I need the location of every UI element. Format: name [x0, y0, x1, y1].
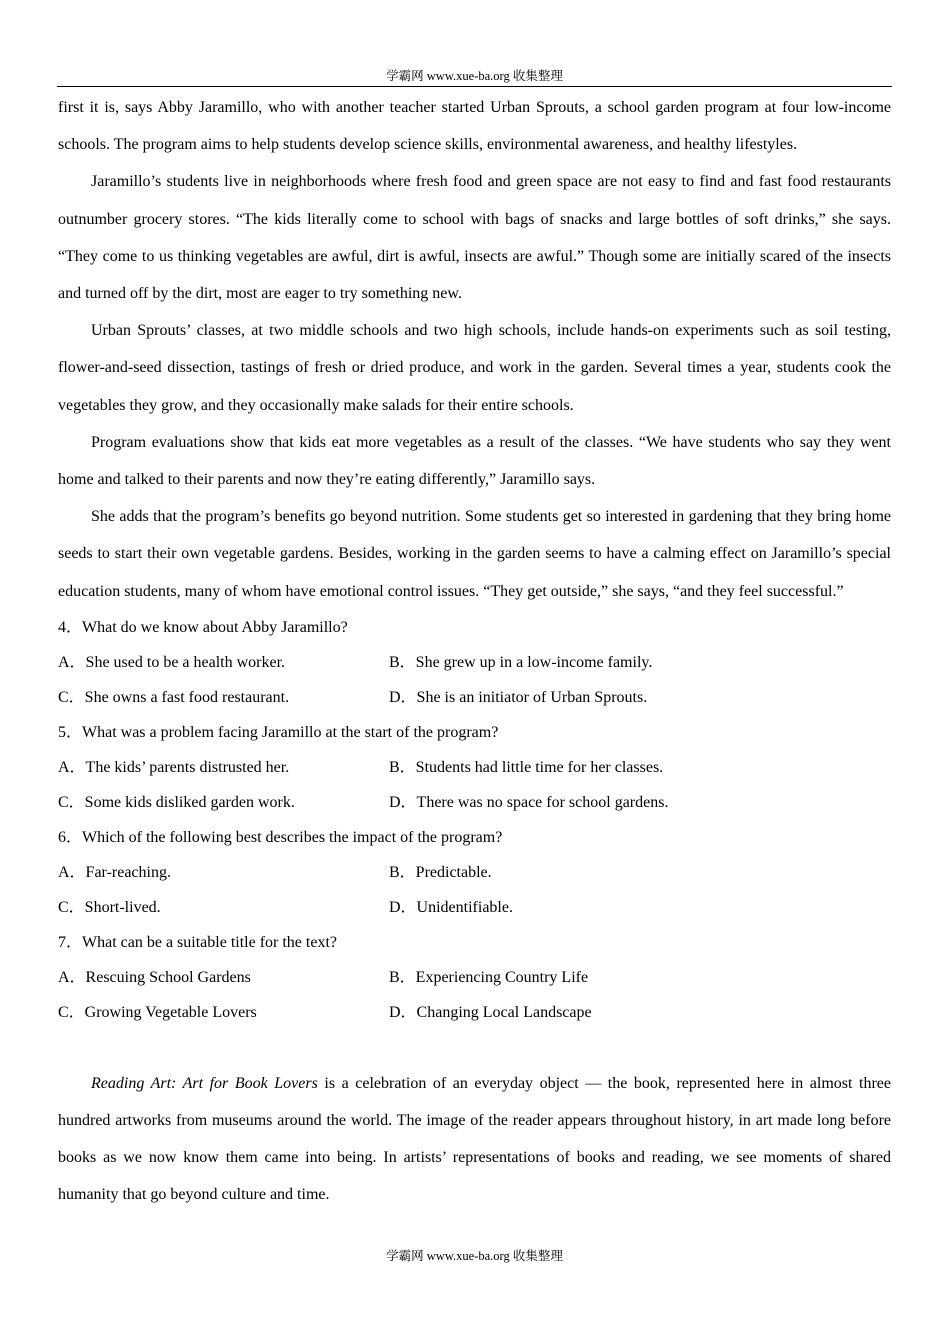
footer-text: 学霸网 www.xue-ba.org 收集整理	[386, 1249, 563, 1263]
book-title: Reading Art: Art for Book Lovers	[91, 1074, 318, 1092]
option-b: B．Students had little time for her classes.	[389, 758, 664, 776]
options-row	[58, 995, 891, 1030]
passage-paragraph: Program evaluations show that kids eat more vegetables as a result of the classes. “We have students who say they went home and talked to their parents and now they’re eating differently,” Jaramillo says.	[58, 433, 891, 489]
passage-paragraph: first it is, says Abby Jaramillo, who with another teacher started Urban Sprouts, a school garden program at four low-income schools. The program aims to help students develop science skills, environmental awareness, and healthy lifestyles.	[58, 99, 891, 154]
header-text: 学霸网 www.xue-ba.org 收集整理	[386, 69, 563, 83]
option-b: B．She grew up in a low-income family.	[389, 653, 653, 671]
question-stem: 5．What was a problem facing Jaramillo at the start of the program?	[58, 723, 499, 741]
question-5	[58, 715, 891, 820]
options-row	[58, 680, 891, 715]
page-header	[57, 66, 892, 87]
question-7	[58, 925, 891, 1030]
page-content	[58, 89, 891, 1214]
option-a: A．Rescuing School Gardens	[58, 968, 251, 986]
options-row	[58, 750, 891, 785]
option-a: A．The kids’ parents distrusted her.	[58, 758, 290, 776]
section-gap	[58, 1030, 891, 1065]
option-d: D．Changing Local Landscape	[389, 1003, 592, 1021]
passage-paragraph: Urban Sprouts’ classes, at two middle schools and two high schools, include hands-on experiments such as soil testing, flower-and-seed dissection, tastings of fresh or dried produce, and work in the garden. Several times a year, students cook the vegetables they grow, and they occasionally make salads for their entire schools.	[58, 322, 891, 414]
option-c: C．Short-lived.	[58, 898, 161, 916]
option-b: B．Experiencing Country Life	[389, 968, 589, 986]
option-c: C．Some kids disliked garden work.	[58, 793, 295, 811]
question-4	[58, 610, 891, 715]
option-a: A．Far-reaching.	[58, 863, 171, 881]
passage2-text: is a celebration of an everyday object — the book, represented here in almost three hundred artworks from museums around the world. The image of the reader appears throughout history, in art made long before books as we now know them came into being. In artists’ representations of books and reading, we see moments of shared humanity that go beyond culture and time.	[58, 1074, 891, 1204]
passage-paragraph: She adds that the program’s benefits go beyond nutrition. Some students get so interested in gardening that they bring home seeds to start their own vegetable gardens. Besides, working in the garden seems to have a calming effect on Jaramillo’s special education students, many of whom have emotional control issues. “They get outside,” she says, “and they feel successful.”	[58, 508, 891, 600]
question-6	[58, 820, 891, 925]
options-row	[58, 890, 891, 925]
option-d: D．There was no space for school gardens.	[389, 793, 669, 811]
option-d: D．She is an initiator of Urban Sprouts.	[389, 688, 648, 706]
options-row	[58, 645, 891, 680]
option-b: B．Predictable.	[389, 863, 492, 881]
question-stem: 6．Which of the following best describes the impact of the program?	[58, 828, 503, 846]
passage2-paragraph	[58, 1065, 891, 1214]
page-footer	[57, 1246, 892, 1266]
options-row	[58, 785, 891, 820]
options-row	[58, 960, 891, 995]
option-a: A．She used to be a health worker.	[58, 653, 286, 671]
option-c: C．Growing Vegetable Lovers	[58, 1003, 257, 1021]
option-c: C．She owns a fast food restaurant.	[58, 688, 290, 706]
option-d: D．Unidentifiable.	[389, 898, 513, 916]
question-stem: 4．What do we know about Abby Jaramillo?	[58, 618, 348, 636]
options-row	[58, 855, 891, 890]
passage-paragraph: Jaramillo’s students live in neighborhoods where fresh food and green space are not easy to find and fast food restaurants outnumber grocery stores. “The kids literally come to school with bags of snacks and large bottles of soft drinks,” she says. “They come to us thinking vegetables are awful, dirt is awful, insects are awful.” Though some are initially scared of the insects and turned off by the dirt, most are eager to try something new.	[58, 173, 891, 303]
question-stem: 7．What can be a suitable title for the text?	[58, 933, 338, 951]
